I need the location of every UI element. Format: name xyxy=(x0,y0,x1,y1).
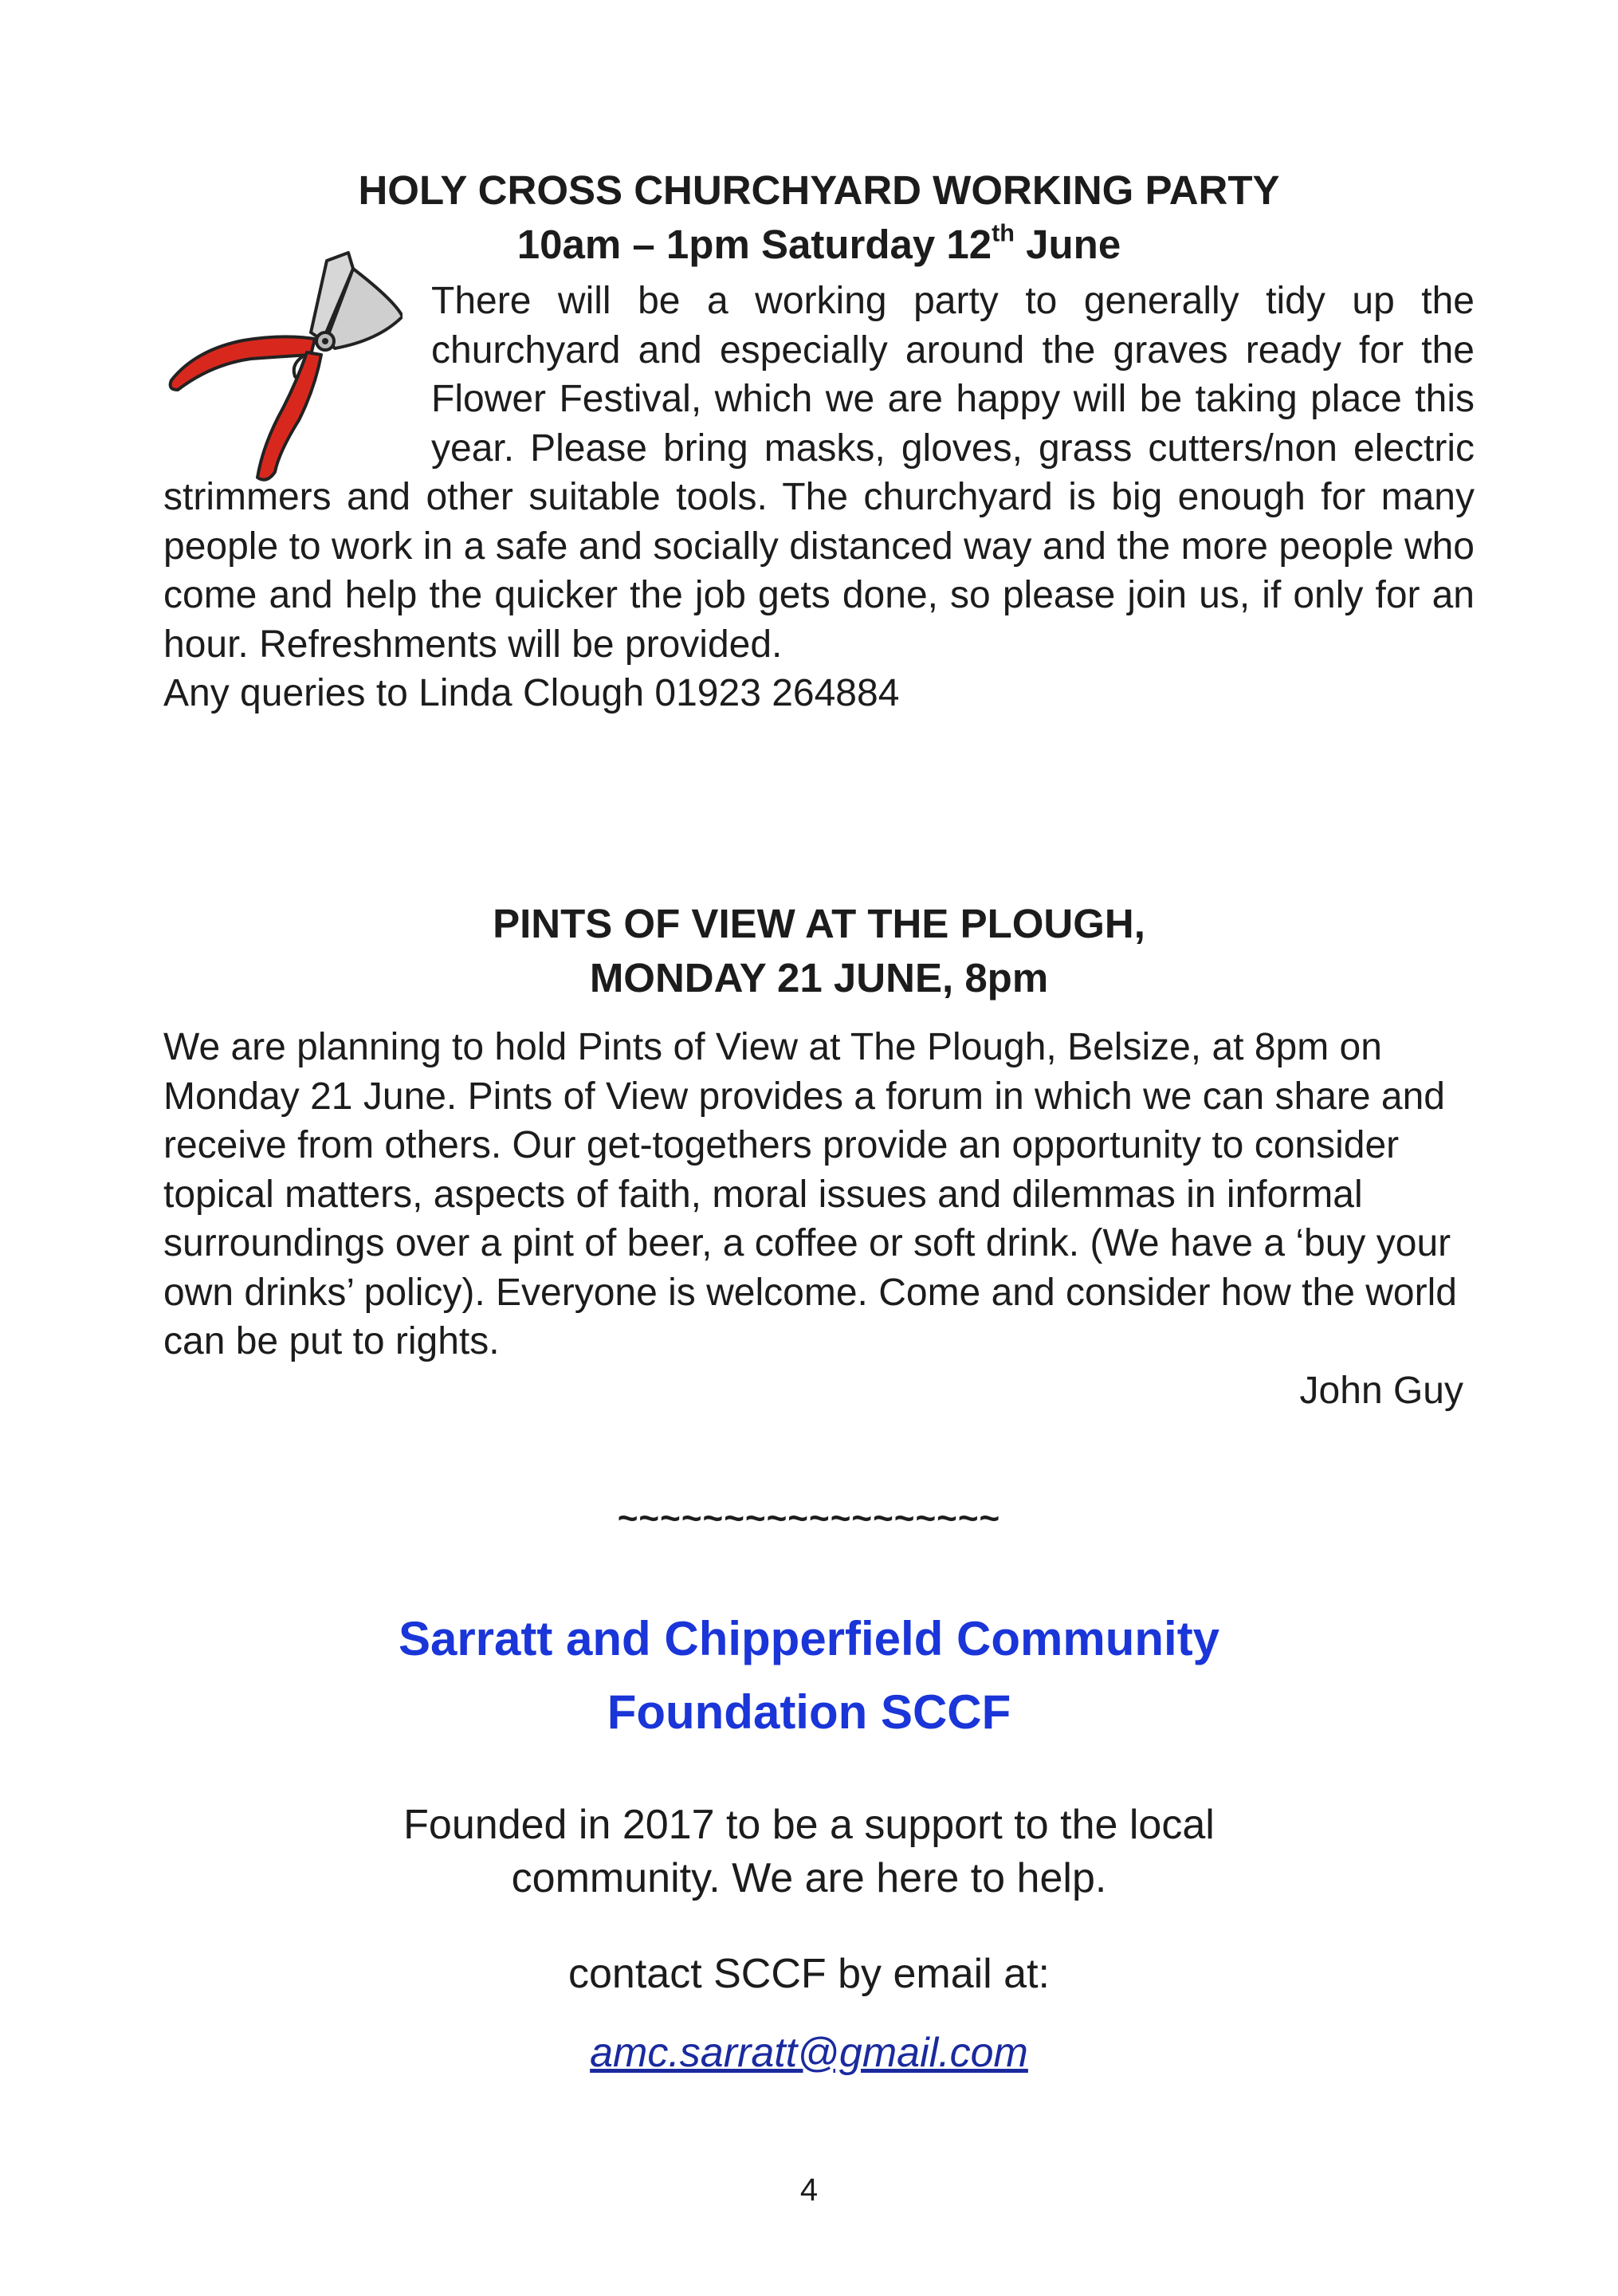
pints-title-line1: PINTS OF VIEW AT THE PLOUGH, xyxy=(493,901,1145,946)
pints-body: We are planning to hold Pints of View at The Plough, Belsize, at 8pm on Monday 21 June. Pints of View provides a forum in which we can share and receive from others. Our get-togethers provide an opportunity to consider topical matters, aspects of faith, moral issues and dilemmas in informal surroundings over a pint of beer, a coffee or soft drink. (We have a ‘buy your own drinks’ policy). Everyone is welcome. Come and consider how the world can be put to rights. xyxy=(163,1026,1457,1362)
page-number: 4 xyxy=(799,2172,819,2208)
tilde-separator: ~~~~~~~~~~~~~~~~~~ xyxy=(617,1499,1001,1538)
sccf-email-link[interactable]: amc.sarratt@gmail.com xyxy=(590,2030,1028,2076)
sccf-contact-label: contact SCCF by email at: xyxy=(568,1951,1050,1997)
sccf-title-line1: Sarratt and Chipperfield Community xyxy=(398,1612,1220,1665)
sccf-founded-line2: community. We are here to help. xyxy=(511,1855,1107,1901)
working-party-title: HOLY CROSS CHURCHYARD WORKING PARTY xyxy=(358,167,1280,213)
working-party-contact: Any queries to Linda Clough 01923 264884 xyxy=(163,672,900,714)
sccf-section xyxy=(0,1602,1618,2077)
pints-section xyxy=(163,897,1475,1415)
secateurs-icon xyxy=(163,245,403,484)
pints-title-line2: MONDAY 21 JUNE, 8pm xyxy=(589,955,1049,1001)
time-prefix: 10am – 1pm Saturday 12 xyxy=(516,222,992,267)
pints-signature: John Guy xyxy=(1299,1369,1463,1412)
working-party-body: There will be a working party to generally tidy up the churchyard and especially around the graves ready for the Flower Festival, which we are happy will be taking place this year. Please bring masks, gloves, grass cutters/non electric strimmers and other suitable tools. The churchyard is big enough for many people to work in a safe and socially distanced way and the more people who come and help the quicker the job gets done, so please join us, if only for an hour. Refreshments will be provided. xyxy=(163,280,1475,666)
sccf-title-line2: Foundation SCCF xyxy=(607,1685,1011,1739)
working-party-section xyxy=(163,163,1475,718)
time-suffix: June xyxy=(1015,222,1121,267)
time-sup: th xyxy=(992,219,1015,247)
sccf-founded-line1: Founded in 2017 to be a support to the local xyxy=(403,1802,1215,1848)
